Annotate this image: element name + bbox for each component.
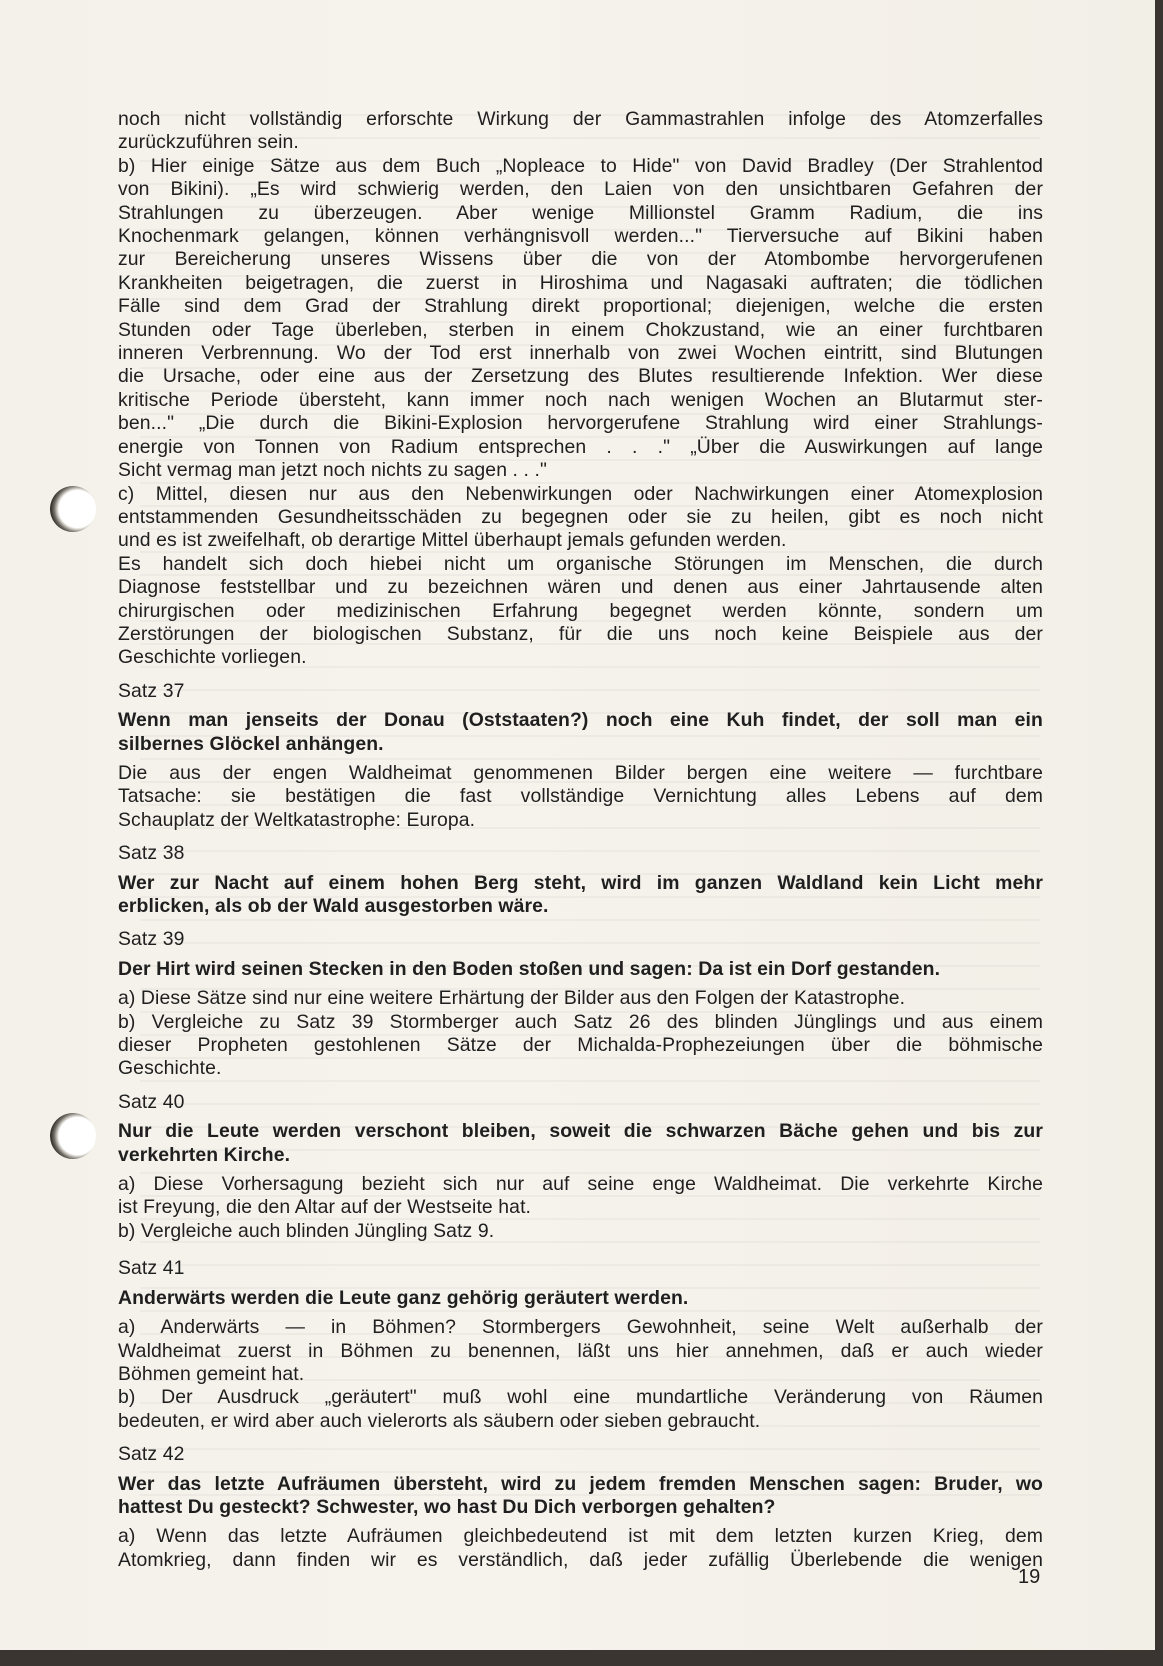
page-bottom-shadow (0, 1650, 1163, 1666)
text-line: zur Bereicherung unseres Wissens über die von der Atombombe hervorgerufenen (118, 248, 1043, 271)
text-line: Sicht vermag man jetzt noch nichts zu sagen . . ." (118, 459, 547, 482)
satz-42-label: Satz 42 (118, 1443, 185, 1466)
satz-41-section (118, 1257, 1043, 1433)
satz-40-commentary (118, 1173, 1043, 1243)
text-line: a) Diese Vorhersagung bezieht sich nur auf seine enge Waldheimat. Die verkehrte Kirche (118, 1173, 1043, 1196)
punch-hole-top (50, 486, 96, 532)
text-line: von Bikini). „Es wird schwierig werden, den Laien von den unsichtbaren Gefahren der (118, 178, 1043, 201)
satz-38-quote (118, 872, 1043, 919)
text-line: Fälle sind dem Grad der Strahlung direkt proportional; diejenigen, welche die ersten (118, 295, 1043, 318)
page-text (118, 108, 1043, 1572)
text-line: Wer das letzte Aufräumen übersteht, wird zu jedem fremden Menschen sagen: Bruder, wo (118, 1472, 1043, 1495)
satz-41-quote (118, 1287, 1043, 1310)
satz-39-quote (118, 958, 1043, 981)
text-line: Es handelt sich doch hiebei nicht um organische Störungen im Menschen, die durch (118, 552, 1043, 575)
satz-37-quote (118, 709, 1043, 756)
text-line: Die aus der engen Waldheimat genommenen Bilder bergen eine weitere — furchtbare (118, 761, 1043, 784)
text-line: Schauplatz der Weltkatastrophe: Europa. (118, 808, 476, 831)
text-line: erblicken, als ob der Wald ausgestorben wäre. (118, 895, 549, 917)
text-line: ben..." „Die durch die Bikini-Explosion hervorgerufene Strahlung wird einer Strahlungs- (118, 412, 1043, 435)
text-line: b) Der Ausdruck „geräutert" muß wohl eine mundartliche Veränderung von Räumen (118, 1386, 1043, 1409)
intro-block (118, 108, 1043, 670)
text-line: bedeuten, er wird aber auch vielerorts als säubern oder sieben gebraucht. (118, 1409, 761, 1432)
text-line: Strahlungen zu überzeugen. Aber wenige Millionstel Gramm Radium, die ins (118, 201, 1043, 224)
satz-40-label: Satz 40 (118, 1090, 185, 1113)
text-line: Zerstörungen der biologischen Substanz, für die uns noch keine Beispiele aus der (118, 622, 1043, 645)
text-line: b) Vergleiche zu Satz 39 Stormberger auch Satz 26 des blinden Jünglings und aus einem (118, 1010, 1043, 1033)
text-line: zurückzuführen sein. (118, 131, 299, 154)
satz-40-quote (118, 1120, 1043, 1167)
text-line: verkehrten Kirche. (118, 1143, 291, 1166)
text-line: a) Anderwärts — in Böhmen? Stormbergers Gewohnheit, seine Welt außerhalb der (118, 1316, 1043, 1339)
page-edge-shadow (1155, 0, 1163, 1666)
text-line: Böhmen gemeint hat. (118, 1362, 305, 1385)
satz-39-label: Satz 39 (118, 928, 185, 951)
text-line: Anderwärts werden die Leute ganz gehörig geräutert werden. (118, 1286, 689, 1309)
text-line: c) Mittel, diesen nur aus den Nebenwirkungen oder Nachwirkungen einer Atomexplosion (118, 482, 1043, 505)
text-line: Wer zur Nacht auf einem hohen Berg steht, wird im ganzen Waldland kein Licht mehr (118, 871, 1043, 894)
text-line: entstammenden Gesundheitsschäden zu begegnen oder sie zu heilen, gibt es noch nicht (118, 505, 1043, 528)
text-line: ist Freyung, die den Altar auf der Westseite hat. (118, 1196, 532, 1219)
text-line: Atomkrieg, dann finden wir es verständlich, daß jeder zufällig Überlebende die wenigen (118, 1548, 1043, 1571)
text-line: b) Hier einige Sätze aus dem Buch „Nopleace to Hide" von David Bradley (Der Strahlentod (118, 154, 1043, 177)
satz-42-section (118, 1443, 1043, 1572)
satz-40-section (118, 1091, 1043, 1243)
text-line: Nur die Leute werden verschont bleiben, soweit die schwarzen Bäche gehen und bis zur (118, 1120, 1043, 1143)
text-line: noch nicht vollständig erforschte Wirkung der Gammastrahlen infolge des Atomzerfalles (118, 108, 1043, 130)
text-line: Geschichte. (118, 1057, 222, 1080)
text-line: Waldheimat zuerst in Böhmen zu benennen, läßt uns hier annehmen, daß er auch wieder (118, 1339, 1043, 1362)
page-number: 19 (1018, 1566, 1041, 1588)
text-line: dieser Propheten gestohlenen Sätze der Michalda-Prophezeiungen über die böhmische (118, 1034, 1043, 1057)
text-line: die Ursache, oder eine aus der Zersetzung des Blutes resultierende Infektion. Wer diese (118, 365, 1043, 388)
text-line: Stunden oder Tage überleben, sterben in einem Chokzustand, wie an einer furchtbaren (118, 318, 1043, 341)
satz-37-commentary (118, 762, 1043, 832)
text-line: b) Vergleiche auch blinden Jüngling Satz 9. (118, 1219, 495, 1242)
text-line: a) Wenn das letzte Aufräumen gleichbedeutend ist mit dem letzten kurzen Krieg, dem (118, 1525, 1043, 1548)
satz-39-section (118, 928, 1043, 1080)
satz-41-commentary (118, 1316, 1043, 1433)
text-line: Knochenmark gelangen, können verhängnisvoll werden..." Tierversuche auf Bikini haben (118, 225, 1043, 248)
text-line: Wenn man jenseits der Donau (Oststaaten?) noch eine Kuh findet, der soll man ein (118, 709, 1043, 732)
punch-hole-bottom (50, 1113, 96, 1159)
text-line: Krankheiten beigetragen, die zuerst in Hiroshima und Nagasaki auftraten; die tödlichen (118, 271, 1043, 294)
text-line: energie von Tonnen von Radium entsprechen . . ." „Über die Auswirkungen auf lange (118, 435, 1043, 458)
text-line: hattest Du gesteckt? Schwester, wo hast Du Dich verborgen gehalten? (118, 1495, 776, 1518)
text-line: chirurgischen oder medizinischen Erfahrung begegnet werden könnte, sondern um (118, 599, 1043, 622)
text-line: a) Diese Sätze sind nur eine weitere Erhärtung der Bilder aus den Folgen der Katastrophe. (118, 987, 906, 1010)
satz-41-label: Satz 41 (118, 1257, 185, 1280)
satz-38-section (118, 842, 1043, 918)
text-line: Diagnose feststellbar und zu bezeichnen wären und denen aus einer Jahrtausende alten (118, 576, 1043, 599)
text-line: inneren Verbrennung. Wo der Tod erst innerhalb von zwei Wochen eintritt, sind Blutungen (118, 342, 1043, 365)
text-line: silbernes Glöckel anhängen. (118, 732, 384, 755)
satz-38-label: Satz 38 (118, 842, 185, 865)
text-line: Tatsache: sie bestätigen die fast vollständige Vernichtung alles Lebens auf dem (118, 785, 1043, 808)
satz-42-quote (118, 1473, 1043, 1520)
text-line: Geschichte vorliegen. (118, 646, 307, 669)
text-line: Der Hirt wird seinen Stecken in den Boden stoßen und sagen: Da ist ein Dorf gestanden. (118, 957, 941, 980)
text-line: und es ist zweifelhaft, ob derartige Mittel überhaupt jemals gefunden werden. (118, 529, 787, 552)
satz-42-commentary (118, 1525, 1043, 1572)
satz-37-section (118, 680, 1043, 832)
text-line: kritische Periode übersteht, kann immer noch nach wenigen Wochen an Blutarmut ster- (118, 388, 1043, 411)
satz-39-commentary (118, 987, 1043, 1081)
satz-37-label: Satz 37 (118, 679, 185, 702)
